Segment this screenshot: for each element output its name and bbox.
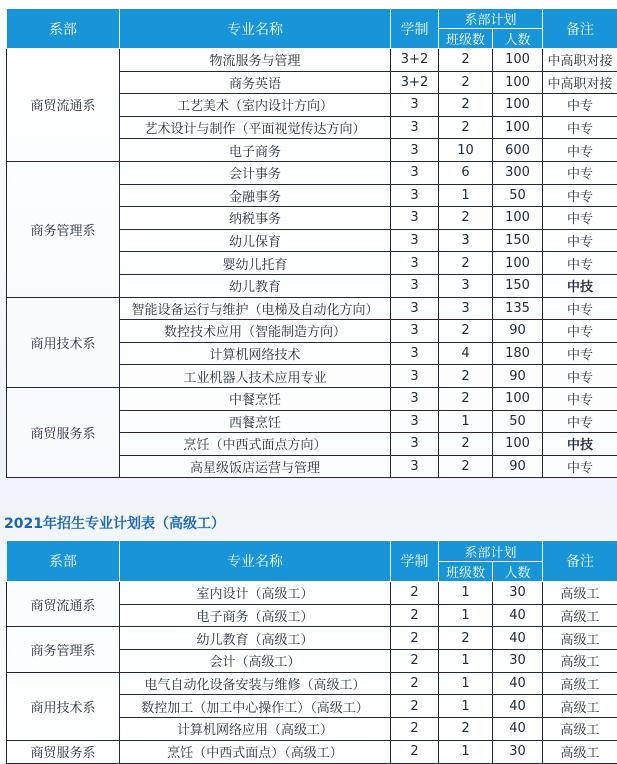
classes-cell: 2 <box>439 718 493 741</box>
classes-cell: 2 <box>439 94 493 117</box>
people-cell: 30 <box>493 740 543 763</box>
major-cell: 电子商务 <box>120 139 391 162</box>
major-cell: 烹饪（中西式面点）（高级工） <box>120 740 391 763</box>
people-cell: 100 <box>493 71 543 94</box>
dept-cell: 商务管理系 <box>7 627 120 672</box>
table-row <box>7 387 617 410</box>
note-cell: 中专 <box>543 207 617 230</box>
people-cell: 100 <box>493 94 543 117</box>
note-cell: 高级工 <box>543 627 617 650</box>
major-cell: 烹饪（中西式面点方向） <box>120 433 391 456</box>
people-cell: 100 <box>493 387 543 410</box>
classes-cell: 6 <box>439 161 493 184</box>
years-cell: 2 <box>391 695 439 718</box>
major-cell: 中餐烹饪 <box>120 387 391 410</box>
classes-cell: 3 <box>439 297 493 320</box>
note-cell: 高级工 <box>543 740 617 763</box>
major-cell: 会计（高级工） <box>120 650 391 673</box>
major-cell: 西餐烹饪 <box>120 410 391 433</box>
major-cell: 计算机网络技术 <box>120 342 391 365</box>
header-classes: 班级数 <box>439 29 493 49</box>
major-cell: 工业机器人技术应用专业 <box>120 365 391 388</box>
note-cell: 高级工 <box>543 604 617 627</box>
years-cell: 3+2 <box>391 71 439 94</box>
people-cell: 40 <box>493 695 543 718</box>
note-cell: 中高职对接 <box>543 49 617 72</box>
classes-cell: 2 <box>439 71 493 94</box>
major-cell: 会计事务 <box>120 161 391 184</box>
people-cell: 135 <box>493 297 543 320</box>
classes-cell: 4 <box>439 342 493 365</box>
people-cell: 40 <box>493 718 543 741</box>
classes-cell: 2 <box>439 207 493 230</box>
years-cell: 3 <box>391 274 439 297</box>
major-cell: 数控加工（加工中心操作工）（高级工） <box>120 695 391 718</box>
dept-cell: 商贸流通系 <box>7 582 120 627</box>
note-cell: 高级工 <box>543 718 617 741</box>
enrollment-table-main <box>6 8 617 478</box>
years-cell: 3 <box>391 161 439 184</box>
years-cell: 3 <box>391 297 439 320</box>
major-cell: 纳税事务 <box>120 207 391 230</box>
years-cell: 3 <box>391 94 439 117</box>
people-cell: 50 <box>493 410 543 433</box>
dept-cell: 商贸服务系 <box>7 387 120 477</box>
people-cell: 40 <box>493 672 543 695</box>
header-dept: 系部 <box>7 541 120 582</box>
header-years: 学制 <box>391 541 439 582</box>
table-row <box>7 627 617 650</box>
people-cell: 150 <box>493 274 543 297</box>
years-cell: 3 <box>391 387 439 410</box>
years-cell: 3 <box>391 433 439 456</box>
dept-cell: 商用技术系 <box>7 297 120 387</box>
years-cell: 3 <box>391 410 439 433</box>
major-cell: 婴幼儿托育 <box>120 252 391 275</box>
note-cell: 中专 <box>543 139 617 162</box>
classes-cell: 10 <box>439 139 493 162</box>
table-body <box>7 582 617 764</box>
years-cell: 3 <box>391 184 439 207</box>
note-cell: 高级工 <box>543 672 617 695</box>
people-cell: 90 <box>493 320 543 343</box>
people-cell: 30 <box>493 582 543 605</box>
note-cell: 中专 <box>543 94 617 117</box>
table-row <box>7 582 617 605</box>
years-cell: 2 <box>391 627 439 650</box>
header-years: 学制 <box>391 9 439 49</box>
years-cell: 2 <box>391 718 439 741</box>
note-cell: 中专 <box>543 410 617 433</box>
enrollment-table-senior <box>6 540 617 764</box>
classes-cell: 3 <box>439 229 493 252</box>
years-cell: 3 <box>391 139 439 162</box>
note-cell: 中专 <box>543 229 617 252</box>
years-cell: 3 <box>391 229 439 252</box>
header-major: 专业名称 <box>120 9 391 49</box>
people-cell: 300 <box>493 161 543 184</box>
header-plan: 系部计划 <box>439 541 543 562</box>
major-cell: 幼儿保育 <box>120 229 391 252</box>
table-row <box>7 672 617 695</box>
classes-cell: 2 <box>439 387 493 410</box>
people-cell: 90 <box>493 365 543 388</box>
header-dept: 系部 <box>7 9 120 49</box>
classes-cell: 1 <box>439 184 493 207</box>
classes-cell: 2 <box>439 252 493 275</box>
years-cell: 2 <box>391 604 439 627</box>
years-cell: 3 <box>391 342 439 365</box>
header-note: 备注 <box>543 541 617 582</box>
major-cell: 商务英语 <box>120 71 391 94</box>
years-cell: 2 <box>391 740 439 763</box>
table-row <box>7 161 617 184</box>
years-cell: 2 <box>391 582 439 605</box>
note-cell: 中高职对接 <box>543 71 617 94</box>
major-cell: 幼儿教育（高级工） <box>120 627 391 650</box>
people-cell: 100 <box>493 116 543 139</box>
note-cell: 中专 <box>543 387 617 410</box>
dept-cell: 商贸流通系 <box>7 49 120 162</box>
note-cell: 中专 <box>543 365 617 388</box>
classes-cell: 1 <box>439 740 493 763</box>
classes-cell: 2 <box>439 627 493 650</box>
classes-cell: 2 <box>439 365 493 388</box>
classes-cell: 1 <box>439 695 493 718</box>
dept-cell: 商务管理系 <box>7 161 120 297</box>
people-cell: 100 <box>493 252 543 275</box>
note-cell: 高级工 <box>543 582 617 605</box>
people-cell: 50 <box>493 184 543 207</box>
major-cell: 计算机网络应用（高级工） <box>120 718 391 741</box>
people-cell: 100 <box>493 433 543 456</box>
major-cell: 幼儿教育 <box>120 274 391 297</box>
header-major: 专业名称 <box>120 541 391 582</box>
note-cell: 高级工 <box>543 650 617 673</box>
people-cell: 100 <box>493 49 543 72</box>
major-cell: 工艺美术（室内设计方向） <box>120 94 391 117</box>
classes-cell: 2 <box>439 116 493 139</box>
major-cell: 数控技术应用（智能制造方向） <box>120 320 391 343</box>
classes-cell: 2 <box>439 49 493 72</box>
people-cell: 40 <box>493 627 543 650</box>
years-cell: 3 <box>391 320 439 343</box>
people-cell: 150 <box>493 229 543 252</box>
note-cell: 中专 <box>543 320 617 343</box>
classes-cell: 2 <box>439 455 493 478</box>
header-classes: 班级数 <box>439 562 493 582</box>
people-cell: 600 <box>493 139 543 162</box>
classes-cell: 3 <box>439 274 493 297</box>
major-cell: 电子商务（高级工） <box>120 604 391 627</box>
table-row <box>7 740 617 763</box>
note-cell: 中专 <box>543 342 617 365</box>
major-cell: 物流服务与管理 <box>120 49 391 72</box>
table-body <box>7 49 617 478</box>
major-cell: 智能设备运行与维护（电梯及自动化方向） <box>120 297 391 320</box>
classes-cell: 2 <box>439 320 493 343</box>
major-cell: 艺术设计与制作（平面视觉传达方向） <box>120 116 391 139</box>
note-cell: 中专 <box>543 252 617 275</box>
header-people: 人数 <box>493 29 543 49</box>
note-cell: 中专 <box>543 116 617 139</box>
years-cell: 3 <box>391 207 439 230</box>
note-cell: 中专 <box>543 161 617 184</box>
table-row <box>7 49 617 72</box>
header-note: 备注 <box>543 9 617 49</box>
people-cell: 90 <box>493 455 543 478</box>
years-cell: 3 <box>391 252 439 275</box>
people-cell: 30 <box>493 650 543 673</box>
years-cell: 3 <box>391 365 439 388</box>
section-title: 2021年招生专业计划表（高级工） <box>4 513 225 533</box>
header-people: 人数 <box>493 562 543 582</box>
classes-cell: 1 <box>439 604 493 627</box>
classes-cell: 1 <box>439 650 493 673</box>
years-cell: 2 <box>391 650 439 673</box>
note-cell: 中专 <box>543 297 617 320</box>
dept-cell: 商用技术系 <box>7 672 120 740</box>
note-cell: 中专 <box>543 455 617 478</box>
major-cell: 室内设计（高级工） <box>120 582 391 605</box>
classes-cell: 2 <box>439 433 493 456</box>
people-cell: 100 <box>493 207 543 230</box>
note-cell: 高级工 <box>543 695 617 718</box>
people-cell: 40 <box>493 604 543 627</box>
years-cell: 3 <box>391 116 439 139</box>
major-cell: 金融事务 <box>120 184 391 207</box>
years-cell: 3+2 <box>391 49 439 72</box>
people-cell: 180 <box>493 342 543 365</box>
note-cell: 中专 <box>543 184 617 207</box>
years-cell: 2 <box>391 672 439 695</box>
note-cell: 中技 <box>543 433 617 456</box>
classes-cell: 1 <box>439 672 493 695</box>
table-row <box>7 297 617 320</box>
dept-cell: 商贸服务系 <box>7 740 120 763</box>
note-cell: 中技 <box>543 274 617 297</box>
classes-cell: 1 <box>439 582 493 605</box>
classes-cell: 1 <box>439 410 493 433</box>
header-plan: 系部计划 <box>439 9 543 29</box>
years-cell: 3 <box>391 455 439 478</box>
major-cell: 电气自动化设备安装与维修（高级工） <box>120 672 391 695</box>
major-cell: 高星级饭店运营与管理 <box>120 455 391 478</box>
